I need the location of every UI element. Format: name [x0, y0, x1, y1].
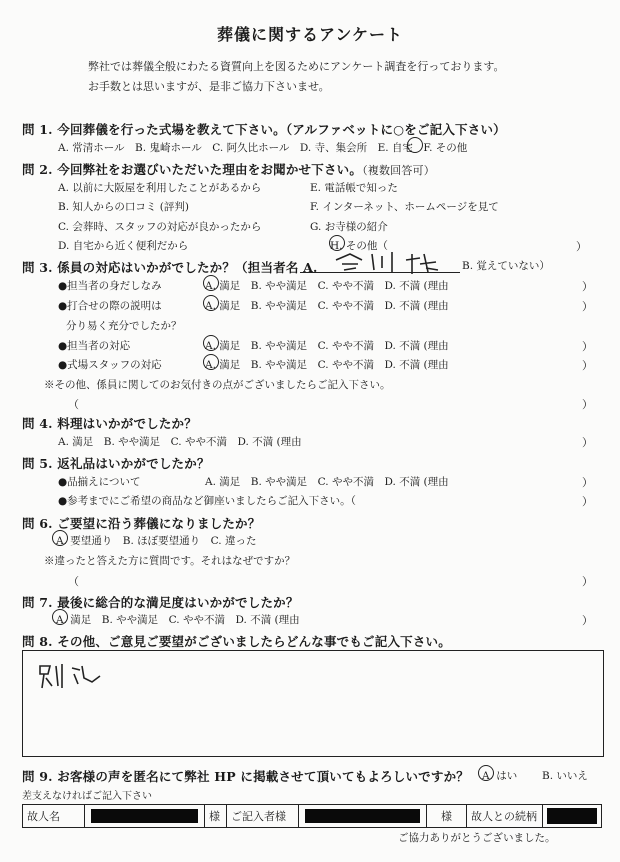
- q6-open: （: [68, 575, 79, 588]
- q5-row1-options: A. 満足 B. やや満足 C. やや不満 D. 不満 (理由: [205, 476, 449, 488]
- q3-row-explanation-close: ）: [582, 300, 593, 313]
- q3-row-staff: ●式場スタッフの対応: [58, 359, 162, 371]
- survey-title: 葬儀に関するアンケート: [216, 25, 404, 44]
- q3-row-appearance-circle: [203, 275, 219, 291]
- q5-row1-close: ）: [582, 476, 593, 489]
- q5-row2-close: ）: [582, 495, 593, 508]
- q9-yes: A. はい: [482, 770, 518, 782]
- q3-remark-open: （: [68, 398, 79, 411]
- q3-row-response-close: ）: [582, 340, 593, 353]
- q7-selected-circle: [52, 609, 68, 625]
- q3-row-staff-close: ）: [582, 359, 593, 372]
- q2-option-b: B. 知人からの口コミ (評判): [58, 201, 189, 213]
- q8-handwritten-note: [36, 660, 106, 692]
- q3-row-appearance-scale: A. 満足 B. やや満足 C. やや不満 D. 不満 (理由: [205, 280, 449, 292]
- q7-label: 問 7. 最後に総合的な満足度はいかがでしたか？: [22, 595, 299, 610]
- writer-sama: 様: [427, 805, 467, 827]
- intro-line-2: お手数とは思いますが、是非ご協力下さいませ。: [88, 80, 330, 93]
- q2-option-d: D. 自宅から近く便利だから: [58, 240, 189, 252]
- q2-option-g: G. お寺様の紹介: [310, 221, 388, 233]
- q3-row-staff-scale: A. 満足 B. やや満足 C. やや不満 D. 不満 (理由: [205, 359, 449, 371]
- q8-comment-box: [22, 650, 604, 757]
- writer-name-cell: [299, 805, 427, 827]
- relation-label: 故人との続柄: [467, 805, 543, 827]
- q9-selected-circle: [478, 765, 494, 781]
- q1-label: 問 1. 今回葬儀を行った式場を教えて下さい。（アルファベットに○をご記入下さい）: [22, 122, 506, 137]
- q6-options: A. 要望通り B. ほぼ要望通り C. 違った: [56, 535, 257, 547]
- q8-label: 問 8. その他、ご意見ご要望がございましたらどんな事でもご記入下さい。: [22, 634, 451, 649]
- q3-row-response-circle: [203, 335, 219, 351]
- q6-remark: ※違ったと答えた方に質問です。それはなぜですか？: [44, 555, 296, 567]
- q3-row-explanation-circle: [203, 295, 219, 311]
- q3-handwritten-name: [332, 248, 442, 276]
- q2-note: （複数回答可）: [362, 164, 435, 177]
- q2-option-f: F. インターネット、ホームページを見て: [310, 201, 499, 213]
- deceased-name-redacted: [91, 809, 198, 823]
- writer-label: ご記入者様: [227, 805, 299, 827]
- q3-row-explanation-scale: A. 満足 B. やや満足 C. やや不満 D. 不満 (理由: [205, 300, 449, 312]
- q1-selected-circle: [407, 137, 423, 153]
- deceased-label: 故人名: [23, 805, 85, 827]
- q9-sub: 差支えなければご記入下さい: [22, 791, 152, 802]
- q2-question: 問 2. 今回弊社をお選びいただいた理由をお聞かせ下さい。: [22, 162, 363, 177]
- relation-cell: [543, 805, 601, 827]
- footer-table: [22, 804, 602, 828]
- q2-option-h: H. その他（: [330, 240, 388, 252]
- q3-row-explanation: ●打合せの際の説明は: [58, 300, 162, 312]
- q3-row-staff-circle: [203, 354, 219, 370]
- q2-option-c: C. 会葬時、スタッフの対応が良かったから: [58, 221, 262, 233]
- deceased-name-cell: [85, 805, 205, 827]
- q2-label: [22, 160, 435, 178]
- writer-name-redacted: [305, 809, 420, 823]
- q1-options: A. 常清ホール B. 鬼崎ホール C. 阿久比ホール D. 寺、集会所 E. 自宅 F. その他: [58, 142, 468, 154]
- q3-label: 問 3. 係員の対応はいかがでしたか？（担当者名 A.: [22, 260, 318, 275]
- q2-option-e: E. 電話帳で知った: [310, 182, 398, 194]
- q3-row-response-scale: A. 満足 B. やや満足 C. やや不満 D. 不満 (理由: [205, 340, 449, 352]
- q5-row1-label: ●品揃えについて: [58, 476, 141, 488]
- relation-redacted: [547, 808, 597, 824]
- q7-close: ）: [582, 614, 593, 627]
- q4-label: 問 4. 料理はいかがでしたか？: [22, 416, 197, 431]
- q3-remark: ※その他、係員に関してのお気付きの点がございましたらご記入下さい。: [44, 379, 391, 391]
- q3-remark-close: ）: [582, 398, 593, 411]
- q3-row-appearance: ●担当者の身だしなみ: [58, 280, 162, 292]
- q6-close: ）: [582, 575, 593, 588]
- q6-selected-circle: [52, 530, 68, 546]
- q5-label: 問 5. 返礼品はいかがでしたか？: [22, 456, 210, 471]
- q9-no: B. いいえ: [542, 770, 588, 782]
- q9-label: 問 9. お客様の声を匿名にて弊社 HP に掲載させて頂いてもよろしいですか？: [22, 769, 469, 784]
- q3-not-remember: B. 覚えていない）: [462, 260, 550, 272]
- q4-options: A. 満足 B. やや満足 C. やや不満 D. 不満 (理由: [58, 436, 302, 448]
- q2-option-a: A. 以前に大阪屋を利用したことがあるから: [58, 182, 262, 194]
- q2-close-paren: ）: [576, 240, 587, 253]
- q4-close: ）: [582, 436, 593, 449]
- q3-row-response: ●担当者の対応: [58, 340, 131, 352]
- q3-row-explanation-cont: 分り易く充分でしたか？: [66, 320, 182, 332]
- q5-row2-label: ●参考までにご希望の商品など御座いましたらご記入下さい。（: [58, 495, 356, 507]
- q6-label: 問 6. ご要望に沿う葬儀になりましたか？: [22, 516, 261, 531]
- q3-row-appearance-close: ）: [582, 280, 593, 293]
- q7-options: A. 満足 B. やや満足 C. やや不満 D. 不満 (理由: [56, 614, 300, 626]
- thanks-text: ご協力ありがとうございました。: [398, 832, 556, 844]
- intro-line-1: 弊社では葬儀全般にわたる資質向上を図るためにアンケート調査を行っております。: [88, 60, 505, 73]
- deceased-sama: 様: [205, 805, 227, 827]
